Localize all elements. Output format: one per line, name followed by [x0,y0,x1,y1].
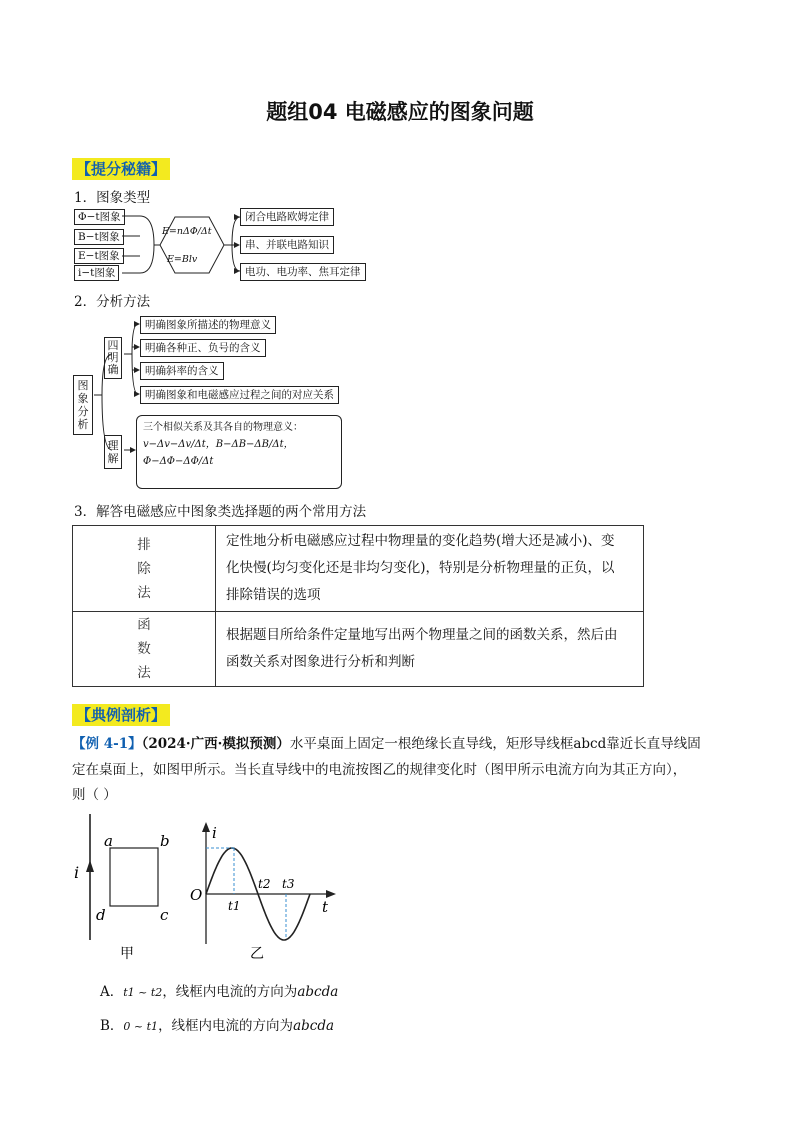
current-arrow-icon [86,860,94,872]
clear-item-4: 明确图象和电磁感应过程之间的对应关系 [140,386,339,404]
method-name-char: 法 [137,665,151,681]
tick-t2: t2 [258,877,271,891]
label-a: a [104,832,113,850]
clear-item-1: 明确图象所描述的物理意义 [140,316,276,334]
item-1-heading: 1．图象类型 [74,190,151,206]
example-text-3: 则（ ） [72,787,117,803]
method-desc-line: 排除错误的选项 [226,587,321,603]
figure-a [70,810,190,960]
label-x-t: t [322,898,329,916]
section-tag-label: 【提分秘籍】 [72,158,170,180]
hex-formula-2: E=Blv [167,254,198,265]
caption-yi: 乙 [250,946,264,962]
graph-type-e-t: E−t图象 [74,248,124,264]
table-row [73,612,644,687]
i-axis-arrow-icon [202,822,210,832]
method-name [73,526,216,612]
analysis-root-label: 图象分析 [77,379,89,431]
understand-label: 理解 [107,439,119,465]
t-axis-arrow-icon [326,890,336,898]
example-line-1 [72,732,701,752]
clear-item-2: 明确各种正、负号的含义 [140,339,266,357]
graph-type-b-t: B−t图象 [74,229,124,245]
understand-line-1: 三个相似关系及其各自的物理意义： [143,422,303,433]
understand-line-3: Φ−ΔΦ−ΔΦ/Δt [143,456,214,467]
example-label: 【例 4-1】 [72,736,142,752]
method-name-char: 除 [137,560,151,577]
option-letter: A． [100,984,124,1000]
item-3-heading: 3．解答电磁感应中图象类选择题的两个常用方法 [74,504,367,520]
label-d: d [96,906,106,924]
option-answer: abcda [293,1018,335,1034]
example-text-1: 水平桌面上固定一根绝缘长直导线，矩形导线框abcd靠近长直导线固 [289,736,701,752]
understand-line-2: v−Δv−Δv/Δt，B−ΔB−ΔB/Δt， [143,439,294,450]
label-current-i: i [74,863,80,882]
tick-t1: t1 [228,899,241,913]
hex-formula-1: E=nΔΦ/Δt [162,226,212,237]
table-row [73,526,644,612]
figure-b [182,820,342,970]
label-c: c [160,906,169,924]
section-tag-examples [72,704,170,725]
law-circuit: 串、并联电路知识 [240,236,334,254]
option-b[interactable] [100,1014,334,1034]
option-a[interactable] [100,980,338,1000]
option-text: ，线框内电流的方向为 [158,1018,294,1034]
understand-box [104,435,122,469]
law-joule: 电功、电功率、焦耳定律 [240,263,366,281]
section-tag-label: 【典例剖析】 [72,704,170,726]
page-title: 题组04 电磁感应的图象问题 [266,100,534,124]
method-name-char: 法 [137,584,151,601]
method-desc [216,612,644,687]
analysis-root [73,375,93,435]
method-desc-line: 定性地分析电磁感应过程中物理量的变化趋势(增大还是减小)、变 [226,533,615,549]
example-source: （2024·广西·模拟预测） [141,736,290,752]
option-letter: B． [100,1018,124,1034]
method-name-char: 函 [137,617,151,633]
law-ohm: 闭合电路欧姆定律 [240,208,334,226]
graph-type-i-t: i−t图象 [74,265,119,281]
method-desc-line: 根据题目所给条件定量地写出两个物理量之间的函数关系，然后由 [226,627,618,643]
method-name-char: 数 [137,641,151,657]
section-tag-tips [72,158,170,179]
four-clear-box [104,337,122,379]
wire-frame [110,848,158,906]
clear-item-3: 明确斜率的含义 [140,362,224,380]
label-y-i: i [212,824,217,842]
method-desc-line: 化快慢(均匀变化还是非均匀变化)，特别是分析物理量的正负，以 [226,560,615,576]
label-origin: O [190,886,203,904]
option-range: t1 ~ t2 [123,986,163,999]
method-desc-line: 函数关系对图象进行分析和判断 [226,654,415,670]
method-name-char: 排 [137,536,151,553]
option-text: ，线框内电流的方向为 [162,984,298,1000]
option-range: 0 ~ t1 [123,1020,159,1033]
caption-jia: 甲 [120,946,134,960]
graph-type-phi-t: Φ−t图象 [74,209,125,225]
method-desc [216,526,644,612]
methods-table [72,525,644,687]
four-clear-label: 四明确 [107,339,119,376]
understand-detail [136,415,342,489]
tick-t3: t3 [282,877,295,891]
label-b: b [160,832,170,850]
item-2-heading: 2．分析方法 [74,294,151,310]
method-name [73,612,216,687]
example-text-2: 定在桌面上，如图甲所示。当长直导线中的电流按图乙的规律变化时（图甲所示电流方向为其正方向）， [72,762,687,778]
option-answer: abcda [297,984,339,1000]
